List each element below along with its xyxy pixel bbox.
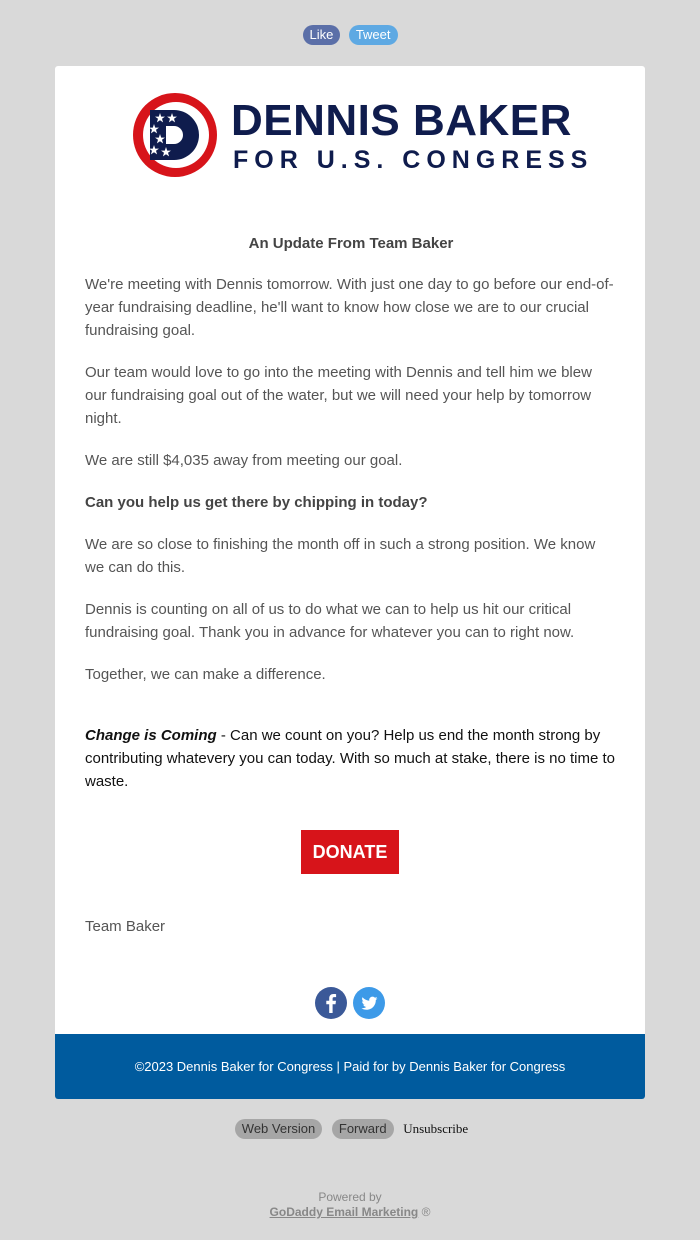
registered-mark: ® [418,1205,431,1219]
logo-emblem-icon [132,92,218,178]
web-version-link[interactable]: Web Version [235,1119,322,1139]
paragraph-1: We're meeting with Dennis tomorrow. With just one day to go before our end-of-year fundraising deadline, he'll want to know how close we are to our crucial fundraising goal. [85,276,614,339]
donate-container [55,830,645,874]
footer-text: ©2023 Dennis Baker for Congress | Paid for by Dennis Baker for Congress [134,1059,566,1074]
twitter-icon[interactable] [353,987,385,1019]
email-heading: An Update From Team Baker [248,235,454,252]
facebook-icon[interactable] [315,987,347,1019]
paragraph-7: Together, we can make a difference. [85,666,326,683]
cta-lead: Change is Coming [85,727,217,744]
campaign-logo [132,92,594,178]
email-body [85,232,617,812]
donate-button[interactable]: DONATE [301,830,400,874]
footer-bar [55,1034,645,1099]
unsubscribe-link[interactable]: Unsubscribe [403,1121,469,1136]
logo-subtitle: FOR U.S. CONGRESS [233,146,594,174]
cta-text: - Can we count on you? Help us end the month strong by contributing whatevery you can today. With so much at stake, there is no time to waste. [85,727,615,790]
email-card [55,66,645,1099]
forward-link[interactable]: Forward [332,1119,394,1139]
like-button[interactable]: Like [303,25,341,45]
social-icons [55,987,645,1019]
paragraph-3: We are still $4,035 away from meeting our goal. [85,452,403,469]
powered-by-label: Powered by [318,1190,382,1204]
tweet-button[interactable]: Tweet [349,25,398,45]
signoff: Team Baker [85,918,166,935]
logo-name: DENNIS BAKER [231,96,572,145]
cta-paragraph [85,724,617,793]
powered-by [0,1190,700,1220]
paragraph-2: Our team would love to go into the meeting with Dennis and tell him we blew our fundraising goal out of the water, but we will need your help by tomorrow night. [85,364,592,427]
godaddy-link[interactable]: GoDaddy Email Marketing [269,1205,419,1219]
paragraph-5: We are so close to finishing the month off in such a strong position. We know we can do this. [85,536,596,576]
email-links [0,1119,700,1139]
top-social-bar [0,25,700,45]
paragraph-6: Dennis is counting on all of us to do what we can to help us hit our critical fundraising goal. Thank you in advance for whatever you can to right now. [85,601,575,641]
paragraph-4-ask: Can you help us get there by chipping in today? [85,494,428,511]
